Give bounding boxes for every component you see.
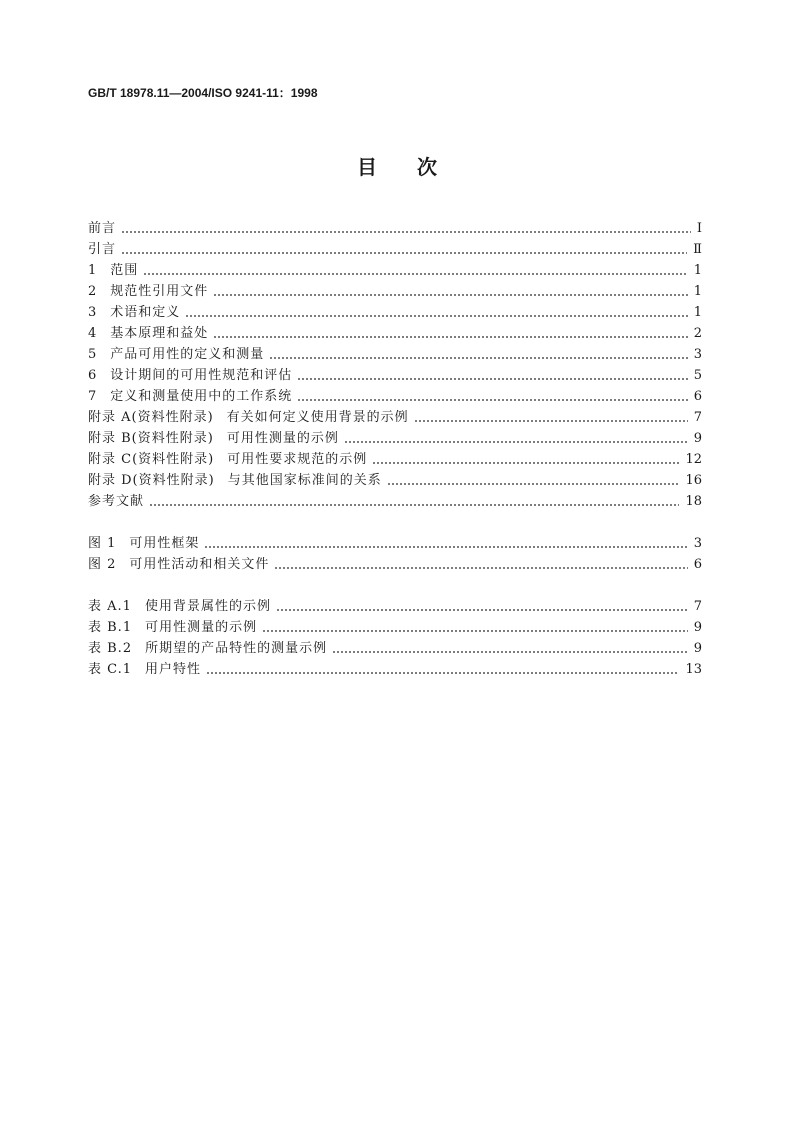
toc-entry-title: 可用性测量的示例 [145,620,258,635]
toc-entry[interactable] [88,323,702,344]
toc-entry-number: 附录 B(资料性附录) [88,431,214,446]
leader-dots [332,638,688,659]
toc-entry-title: 产品可用性的定义和测量 [110,347,265,362]
toc-entry-title: 使用背景属性的示例 [144,599,271,614]
table-of-contents [88,218,702,680]
toc-entry-page-number: 13 [685,662,702,677]
toc-entry-page-number: 1 [693,305,702,320]
toc-entry-page-number: Ⅰ [696,221,702,236]
toc-entry-number: 6 [88,368,98,383]
toc-entry-page-number: 2 [693,326,702,341]
leader-dots [297,386,687,407]
toc-entry[interactable] [88,281,702,302]
toc-entry[interactable] [88,302,702,323]
toc-entry-number: 3 [88,305,98,320]
leader-dots [269,344,687,365]
toc-entry-title: 所期望的产品特性的测量示例 [145,641,328,656]
toc-entry[interactable] [88,428,702,449]
toc-entry-page-number: 1 [693,263,702,278]
toc-entry[interactable] [88,617,702,638]
leader-dots [143,260,687,281]
toc-entry-page-number: 6 [693,557,702,572]
toc-entry-number: 表 B.1 [88,620,133,635]
toc-entry-page-number: 9 [693,620,702,635]
leader-dots [213,323,687,344]
leader-dots [276,596,688,617]
toc-entry-title: 定义和测量使用中的工作系统 [110,389,293,404]
toc-entry-number: 4 [88,326,98,341]
toc-entry-title: 规范性引用文件 [110,284,209,299]
leader-dots [387,470,680,491]
toc-entry-number: 表 A.1 [88,599,132,614]
toc-entry-number: 附录 A(资料性附录) [88,410,214,425]
toc-entry[interactable] [88,449,702,470]
toc-entry-page-number: 6 [693,389,702,404]
toc-entry[interactable] [88,239,702,260]
toc-entry-title: 可用性要求规范的示例 [227,452,368,467]
toc-entry[interactable] [88,470,702,491]
toc-entry-number: 2 [88,284,98,299]
toc-entry[interactable] [88,638,702,659]
toc-entry-page-number: 3 [693,347,702,362]
leader-dots [206,659,679,680]
toc-entry[interactable] [88,491,702,512]
toc-entry-number: 表 B.2 [88,641,133,656]
toc-entry-page-number: 3 [693,536,702,551]
toc-entry[interactable] [88,596,702,617]
toc-entry[interactable] [88,533,702,554]
leader-dots [262,617,688,638]
toc-entry[interactable] [88,554,702,575]
toc-entry[interactable] [88,365,702,386]
toc-entry-page-number: 16 [685,473,702,488]
toc-entry-title: 可用性活动和相关文件 [129,557,270,572]
leader-dots [344,428,688,449]
toc-entry-page-number: 1 [693,284,702,299]
toc-entry-title: 可用性测量的示例 [226,431,339,446]
toc-section [88,533,702,575]
toc-entry-number: 图 1 [88,536,117,551]
toc-entry-title: 范围 [110,263,139,278]
toc-entry[interactable] [88,659,702,680]
toc-entry-number: 附录 C(资料性附录) [88,452,215,467]
toc-entry-title: 基本原理和益处 [110,326,209,341]
toc-entry-page-number: 9 [693,431,702,446]
leader-dots [121,239,687,260]
toc-entry[interactable] [88,344,702,365]
toc-entry-number: 附录 D(资料性附录) [88,473,215,488]
toc-entry-title: 设计期间的可用性规范和评估 [110,368,293,383]
document-code: GB/T 18978.11—2004/ISO 9241-11：1998 [88,86,318,100]
toc-entry[interactable] [88,260,702,281]
toc-entry[interactable] [88,218,702,239]
toc-entry-number: 5 [88,347,98,362]
toc-entry-page-number: Ⅱ [693,242,702,257]
toc-entry-title: 有关如何定义使用背景的示例 [226,410,409,425]
toc-entry[interactable] [88,386,702,407]
toc-entry-title: 用户特性 [145,662,202,677]
leader-dots [149,491,679,512]
toc-entry-number: 1 [88,263,98,278]
toc-entry-title: 可用性框架 [129,536,200,551]
leader-dots [213,281,687,302]
toc-section [88,596,702,680]
leader-dots [121,218,691,239]
toc-entry-title: 引言 [88,242,117,257]
leader-dots [185,302,687,323]
toc-entry-page-number: 9 [693,641,702,656]
toc-entry-page-number: 18 [685,494,702,509]
toc-section [88,218,702,512]
toc-entry-title: 参考文献 [88,494,145,509]
toc-entry-page-number: 12 [685,452,702,467]
toc-entry-title: 术语和定义 [110,305,181,320]
toc-entry-page-number: 7 [693,599,702,614]
toc-entry[interactable] [88,407,702,428]
toc-entry-number: 7 [88,389,98,404]
toc-heading: 目 次 [357,155,437,179]
leader-dots [414,407,688,428]
toc-entry-page-number: 5 [693,368,702,383]
leader-dots [204,533,687,554]
toc-entry-title: 前言 [88,221,117,236]
leader-dots [274,554,687,575]
toc-entry-number: 表 C.1 [88,662,133,677]
leader-dots [297,365,687,386]
toc-entry-page-number: 7 [693,410,702,425]
leader-dots [372,449,679,470]
toc-entry-title: 与其他国家标准间的关系 [227,473,382,488]
toc-entry-number: 图 2 [88,557,117,572]
